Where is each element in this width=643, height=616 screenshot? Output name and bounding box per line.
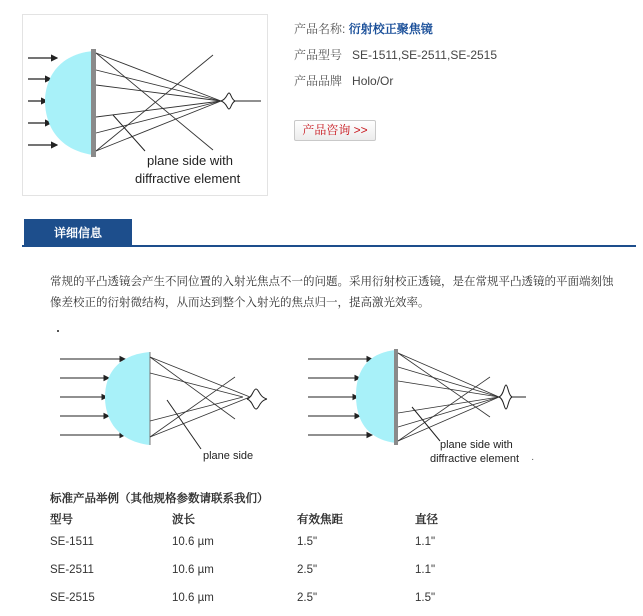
cell-wavelength: 10.6 µm — [172, 536, 214, 548]
lens-diagram-main — [23, 15, 267, 195]
product-model-value: SE-1511,SE-2511,SE-2515 — [352, 48, 498, 62]
decorative-dot — [57, 330, 59, 332]
cell-diameter: 1.1" — [415, 564, 436, 576]
cell-focal-length: 1.5" — [297, 536, 318, 548]
product-name-value: 衍射校正聚焦镜 — [348, 22, 433, 36]
product-name-label: 产品名称: — [294, 22, 346, 36]
cell-model: SE-2511 — [50, 564, 94, 576]
spec-table-title: 标准产品举例（其他规格参数请联系我们） — [50, 493, 269, 505]
header-focal-length: 有效焦距 — [297, 514, 343, 526]
table-row — [50, 528, 470, 556]
left-diagram-caption: plane side — [203, 450, 254, 462]
product-model-label: 产品型号 — [294, 48, 343, 62]
product-name-row — [294, 20, 433, 37]
cell-focal-length: 2.5" — [297, 564, 318, 576]
product-description: 常规的平凸透镜会产生不同位置的入射光焦点不一的问题。采用衍射校正透镜，是在常规平凸透镜的平面端刻蚀像差校正的衍射微结构，从而达到整个入射光的焦点归一，提高激光效率。 — [50, 276, 614, 309]
table-row — [50, 584, 470, 612]
table-row — [50, 556, 470, 584]
product-consult-button[interactable]: 产品咨询 >> — [294, 120, 376, 141]
decorative-mark: · — [531, 454, 535, 465]
cell-model: SE-2515 — [50, 592, 95, 604]
caption-line2: diffractive element — [135, 171, 241, 186]
caption-line1: plane side with — [147, 153, 233, 168]
tab-details[interactable]: 详细信息 — [24, 219, 132, 247]
diffractive-lens-diagram — [304, 345, 540, 470]
header-model: 型号 — [50, 514, 73, 526]
product-brand-value: Holo/Or — [352, 74, 394, 88]
product-brand-label: 产品品牌 — [294, 74, 343, 88]
header-wavelength: 波长 — [172, 514, 195, 526]
product-image — [22, 14, 268, 196]
conventional-lens-diagram — [55, 345, 285, 470]
product-brand-row — [294, 72, 393, 89]
cell-model: SE-1511 — [50, 536, 94, 548]
cell-diameter: 1.1" — [415, 536, 436, 548]
cell-wavelength: 10.6 µm — [172, 592, 214, 604]
header-diameter: 直径 — [415, 514, 438, 526]
right-diagram-caption-line1: plane side with — [440, 439, 513, 451]
cell-diameter: 1.5" — [415, 592, 436, 604]
product-model-row — [294, 46, 497, 63]
cell-wavelength: 10.6 µm — [172, 564, 214, 576]
spec-table — [50, 510, 470, 612]
table-header-row — [50, 510, 470, 528]
detail-tabbar — [22, 219, 636, 247]
right-diagram-caption-line2: diffractive element — [430, 453, 520, 465]
cell-focal-length: 2.5" — [297, 592, 318, 604]
